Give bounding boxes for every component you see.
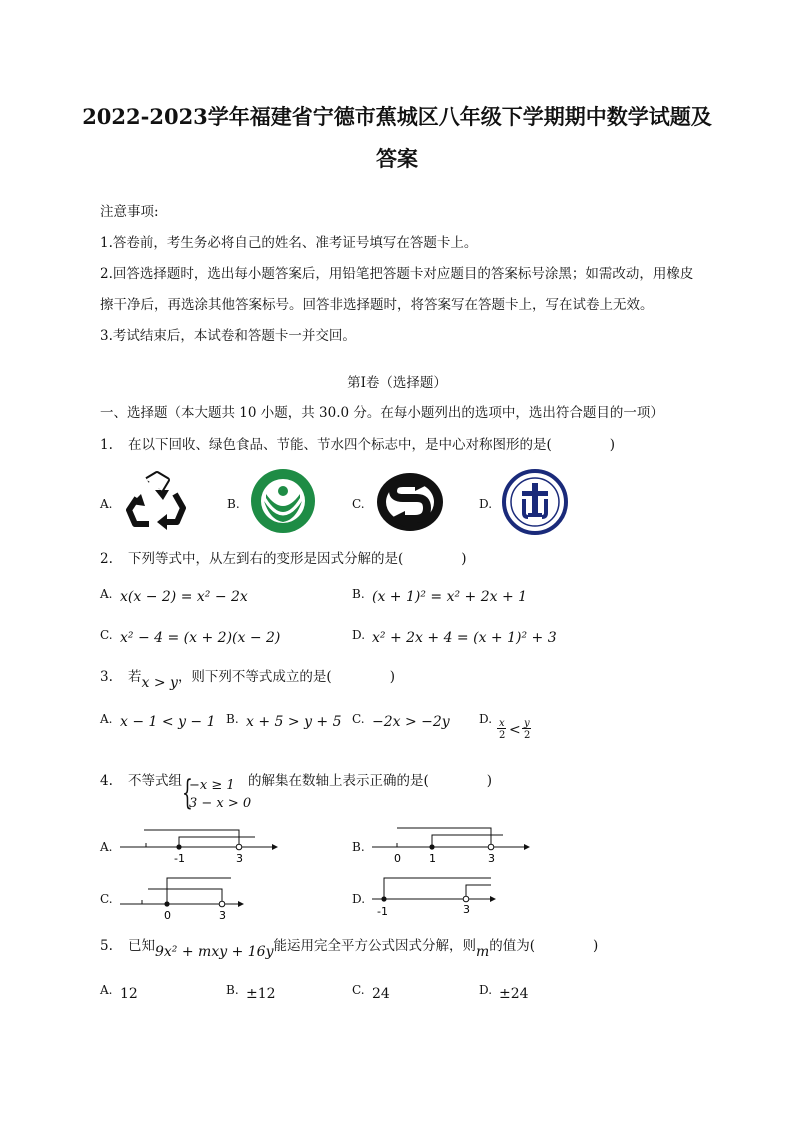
q4-option-a-label: A. [100, 840, 113, 854]
q1-option-b: B. [227, 497, 240, 511]
note-3: 3.考试结束后，本试卷和答题卡一并交回。 [100, 328, 356, 344]
page-title-cont: 答案 [376, 146, 418, 171]
q3-option-b: x + 5 > y + 5 [246, 714, 342, 730]
q5-option-d-label: D. [479, 983, 493, 997]
q4-number-line-c [118, 875, 244, 921]
svg-text:-1: -1 [377, 905, 388, 918]
q2-option-c-label: C. [100, 628, 113, 642]
q4-stem-post: 的解集在数轴上表示正确的是( ) [248, 773, 493, 789]
recycle-logo-icon [125, 470, 189, 534]
q2-option-b-label: B. [352, 587, 365, 601]
q1-stem: 在以下回收、绿色食品、节能、节水四个标志中，是中心对称图形的是( ) [128, 437, 616, 453]
svg-text:3: 3 [488, 852, 495, 865]
q2-option-d: x² + 2x + 4 = (x + 1)² + 3 [372, 630, 557, 646]
q5-stem: 已知9x² + mxy + 16y能运用完全平方公式因式分解，则m的值为( ) [128, 938, 599, 960]
svg-text:0: 0 [164, 909, 171, 921]
note-2-cont: 擦干净后，再选涂其他答案标号。回答非选择题时，将答案写在答题卡上，写在试卷上无效。 [100, 297, 654, 313]
q4-stem-pre: 不等式组 [128, 773, 182, 789]
q2-number: 2. [100, 551, 113, 567]
q3-option-c-label: C. [352, 712, 365, 726]
q4-option-d-label: D. [352, 892, 366, 906]
section-heading: 一、选择题（本大题共 10 小题，共 30.0 分。在每小题列出的选项中，选出符合题目的一项） [100, 405, 664, 421]
q4-option-c-label: C. [100, 892, 113, 906]
q4-number-line-a [118, 825, 278, 867]
svg-text:3: 3 [236, 852, 243, 865]
part-title: 第Ⅰ卷（选择题） [347, 375, 447, 391]
q5-option-b: ±12 [246, 986, 276, 1002]
q3-stem: 若x > y，则下列不等式成立的是( ) [128, 669, 395, 691]
green-food-logo-icon [250, 468, 316, 534]
q4-number-line-b [370, 825, 530, 867]
q2-option-a-label: A. [100, 587, 113, 601]
q5-number: 5. [100, 938, 113, 954]
svg-text:1: 1 [429, 852, 436, 865]
svg-text:3: 3 [463, 903, 470, 916]
q2-stem: 下列等式中，从左到右的变形是因式分解的是( ) [128, 551, 467, 567]
note-1: 1.答卷前，考生务必将自己的姓名、准考证号填写在答题卡上。 [100, 235, 478, 251]
q1-option-d: D. [479, 497, 493, 511]
q4-number: 4. [100, 773, 113, 789]
q5-option-a-label: A. [100, 983, 113, 997]
q1-option-c: C. [352, 497, 365, 511]
q3-option-d: x 2 < y 2 [499, 718, 531, 741]
q5-option-b-label: B. [226, 983, 239, 997]
notes-heading: 注意事项: [100, 204, 159, 220]
svg-text:-1: -1 [174, 852, 185, 865]
q2-option-d-label: D. [352, 628, 366, 642]
water-saving-logo-icon [502, 469, 568, 535]
q5-option-c-label: C. [352, 983, 365, 997]
q5-option-d: ±24 [499, 986, 529, 1002]
q3-number: 3. [100, 669, 113, 685]
energy-saving-logo-icon [375, 471, 445, 533]
q2-option-b: (x + 1)² = x² + 2x + 1 [372, 589, 528, 605]
svg-text:3: 3 [219, 909, 226, 921]
q4-number-line-d [370, 875, 496, 921]
q2-option-a: x(x − 2) = x² − 2x [120, 589, 248, 605]
q5-option-c: 24 [372, 986, 390, 1002]
q3-option-c: −2x > −2y [372, 714, 450, 730]
note-2: 2.回答选择题时，选出每小题答案后，用铅笔把答题卡对应题目的答案标号涂黑；如需改动，用橡皮 [100, 266, 694, 282]
q3-option-a: x − 1 < y − 1 [120, 714, 216, 730]
q3-option-d-label: D. [479, 712, 493, 726]
q1-option-a: A. [100, 497, 113, 511]
q2-option-c: x² − 4 = (x + 2)(x − 2) [120, 630, 281, 646]
q1-number: 1. [100, 437, 113, 453]
svg-text:0: 0 [394, 852, 401, 865]
q3-option-b-label: B. [226, 712, 239, 726]
q3-option-a-label: A. [100, 712, 113, 726]
q4-option-b-label: B. [352, 840, 365, 854]
page-title: 2022-2023学年福建省宁德市蕉城区八年级下学期期中数学试题及 [82, 104, 712, 129]
q5-option-a: 12 [120, 986, 138, 1002]
q4-inequality-system: { −x ≥ 1 3 − x > 0 [182, 773, 252, 813]
